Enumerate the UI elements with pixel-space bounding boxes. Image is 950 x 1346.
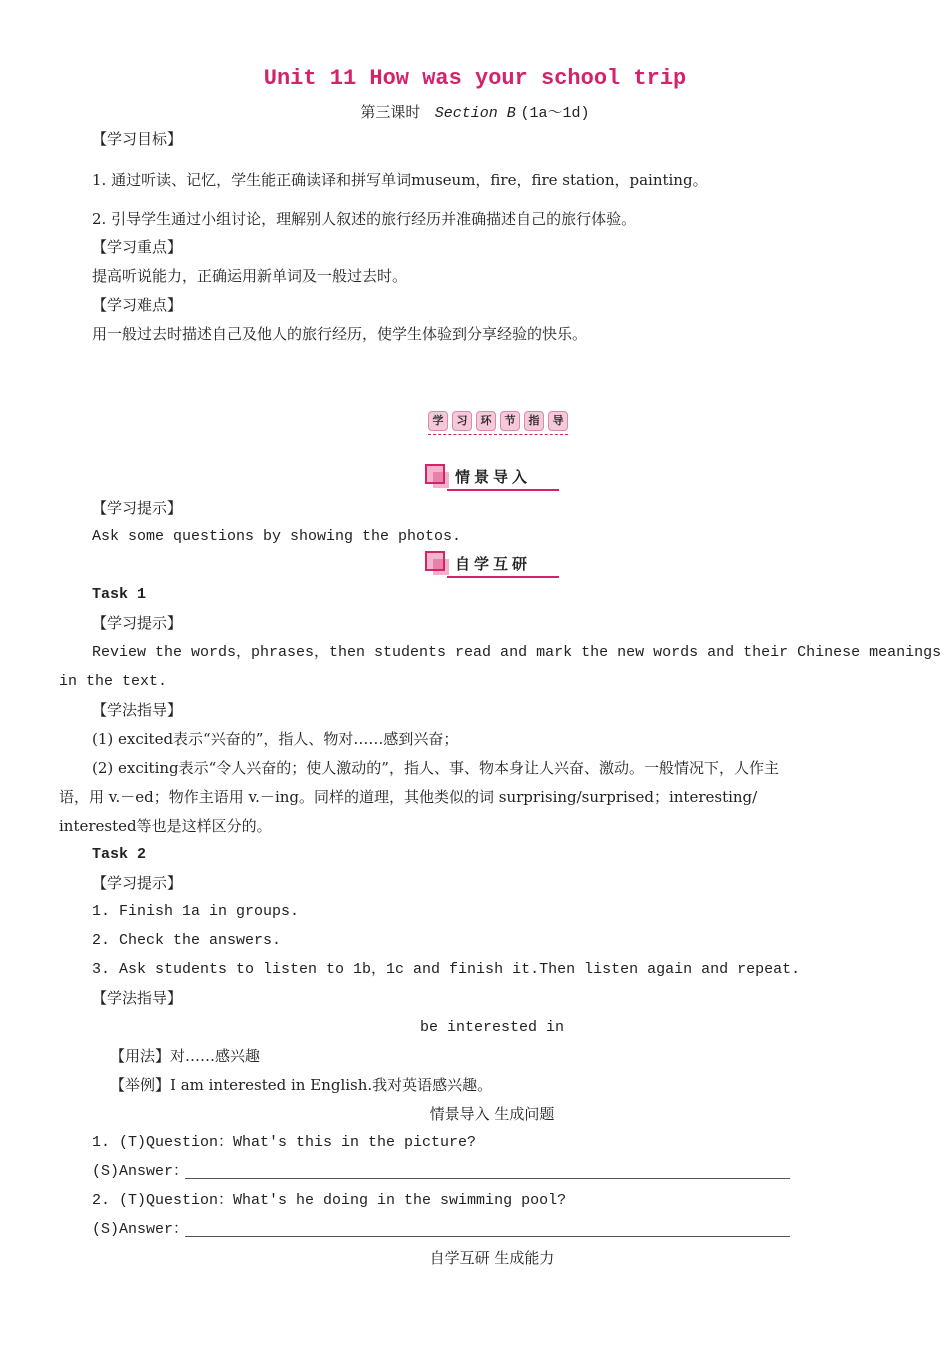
task2-example: 【举例】I am interested in English.我对英语感兴趣。: [110, 1076, 493, 1094]
lesson-number: 第三课时: [360, 103, 421, 121]
task2-label: Task 2: [92, 846, 147, 863]
guide-underline: [428, 434, 568, 435]
intro-banner-label: 情景导入: [455, 468, 532, 486]
guide-char: 习: [452, 411, 472, 431]
task1-method-heading: 【学法指导】: [92, 701, 183, 719]
banner-square-shadow: [433, 472, 449, 488]
intro-questions-title: 情景导入 生成问题: [429, 1105, 555, 1123]
question-2: 2. (T)Question：What's he doing in the swimming pool?: [92, 1192, 567, 1209]
intro-tip-text: Ask some questions by showing the photos.: [92, 528, 462, 545]
question-1: 1. (T)Question：What's this in the picture?: [92, 1134, 477, 1151]
answer-1-label: (S)Answer：: [92, 1163, 189, 1180]
guide-char: 节: [500, 411, 520, 431]
intro-tip-heading: 【学习提示】: [92, 499, 183, 517]
section-range: (1a～1d): [520, 105, 590, 122]
task1-method-line2: (2) exciting表示“令人兴奋的；使人激动的”，指人、事、物本身让人兴奋、激动。一般情况下，人作主: [92, 759, 779, 777]
objective-2: 2. 引导学生通过小组讨论，理解别人叙述的旅行经历并准确描述自己的旅行体验。: [92, 210, 637, 228]
section-label: Section B: [434, 105, 516, 122]
guide-char: 学: [428, 411, 448, 431]
task1-method-line4: interested等也是这样区分的。: [59, 817, 272, 835]
task2-method-heading: 【学法指导】: [92, 989, 183, 1007]
task2-usage: 【用法】对……感兴趣: [110, 1047, 261, 1065]
task1-tip-line2: in the text.: [59, 673, 168, 690]
task2-phrase: be interested in: [419, 1019, 565, 1036]
objectives-heading: 【学习目标】: [92, 130, 183, 148]
task1-tip-heading: 【学习提示】: [92, 614, 183, 632]
answer-1-field[interactable]: [185, 1178, 790, 1179]
banner-underline: [447, 576, 559, 578]
lesson-subtitle: [0, 101, 950, 122]
banner-underline: [447, 489, 559, 491]
guide-char: 导: [548, 411, 568, 431]
difficulty-heading: 【学习难点】: [92, 296, 183, 314]
banner-square-shadow: [433, 559, 449, 575]
self-study-banner-label: 自学互研: [455, 555, 532, 573]
guide-char: 指: [524, 411, 544, 431]
task2-item-3: 3. Ask students to listen to 1b，1c and finish it.Then listen again and repeat.: [92, 961, 801, 978]
self-study-title: 自学互研 生成能力: [429, 1249, 555, 1267]
answer-2-label: (S)Answer：: [92, 1221, 189, 1238]
task1-tip-line1: Review the words，phrases，then students read and mark the new words and their Chinese meanings: [92, 644, 942, 661]
task2-item-2: 2. Check the answers.: [92, 932, 282, 949]
task1-label: Task 1: [92, 586, 147, 603]
objective-1: 1. 通过听读、记忆，学生能正确读译和拼写单词museum，fire，fire station，painting。: [92, 171, 708, 189]
focus-text: 提高听说能力，正确运用新单词及一般过去时。: [92, 267, 408, 285]
intro-banner: [425, 464, 565, 488]
guide-char: 环: [476, 411, 496, 431]
self-study-banner: [425, 551, 565, 575]
task1-method-line1: (1) excited表示“兴奋的”，指人、物对……感到兴奋；: [92, 730, 459, 748]
answer-2-field[interactable]: [185, 1236, 790, 1237]
page-title: Unit 11 How was your school trip: [263, 66, 687, 91]
task1-method-line3: 语，用 v.－ed；物作主语用 v.－ing。同样的道理，其他类似的词 surprising/surprised；interesting/: [59, 788, 758, 806]
task2-item-1: 1. Finish 1a in groups.: [92, 903, 300, 920]
learning-guide-banner: [428, 410, 572, 431]
task2-tip-heading: 【学习提示】: [92, 874, 183, 892]
difficulty-text: 用一般过去时描述自己及他人的旅行经历，使学生体验到分享经验的快乐。: [92, 325, 588, 343]
focus-heading: 【学习重点】: [92, 238, 183, 256]
